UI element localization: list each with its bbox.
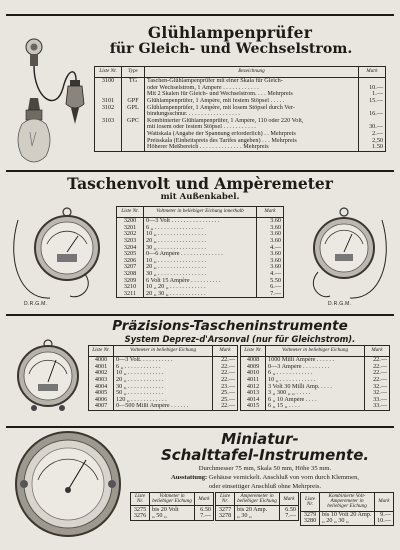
cell-text: 10 „ 20 „ . . . . . . . . . . . . [144, 284, 257, 291]
cell-nr: 4009 [241, 364, 266, 371]
cell-text: 20 „ . . . . . . . . . . . . [114, 377, 213, 384]
cell-type [122, 124, 145, 131]
cell-text: 10 „ . . . . . . . . . . . . . . . . [144, 231, 257, 238]
cell-text: 20 „ . . . . . . . . . . . . . . . . [144, 238, 257, 245]
col-header-mark: Mark [359, 67, 386, 78]
drgm-mark-right: D.R.G.M. [328, 301, 352, 307]
cell-text: 120 „ . . . . . . . . . . . . [114, 397, 213, 404]
table-row [117, 238, 284, 245]
cell-text: 10 „ . . . . . . . . . . . . . . . . [144, 258, 257, 265]
cell-text: bindungsschnur. . . . . . . . . . . . . . . . . . [145, 111, 359, 118]
cell-nr: 3209 [117, 277, 144, 284]
table-row [241, 383, 390, 390]
col-header-mark: Mark [280, 493, 299, 506]
cell-text: 0—3 Volt. . . . . . . . . . . [114, 357, 213, 364]
cell-mark: 4.— [257, 244, 284, 251]
table-row [95, 124, 386, 131]
col-header-nr: Liste Nr. [216, 493, 235, 506]
table-row [95, 98, 386, 105]
section4-title-line1: Miniatur- [221, 430, 299, 448]
cell-nr: 3203 [117, 238, 144, 245]
table-row [241, 377, 390, 384]
cell-mark: 5.50 [257, 277, 284, 284]
cell-mark: 22.— [213, 377, 238, 384]
cell-nr: 4002 [89, 370, 114, 377]
cell-text: Preisskala (Einheitspreis des Tarifes angeben) . . . Mehrpreis [145, 137, 359, 144]
cell-mark: 3.60 [257, 225, 284, 232]
section3-table-right [240, 345, 390, 411]
cell-nr: 3204 [117, 244, 144, 251]
cell-text: bis 10 Volt 20 Amp. [320, 511, 375, 518]
section4-equipment-label: Ausstattung: [170, 474, 208, 481]
cell-mark [359, 118, 386, 125]
cell-text: 6 „ 10 Ampère . . . . [266, 397, 365, 404]
cell-text: 10 „ . . . . . . . . . . . . [266, 377, 365, 384]
table-row [117, 277, 284, 284]
cell-text: 6 „ 15 „ . . . . [266, 403, 365, 410]
cell-mark: 30.— [359, 124, 386, 131]
cell-nr: 4007 [89, 403, 114, 410]
cell-mark: 22.— [213, 403, 238, 410]
cell-mark [359, 78, 386, 85]
cell-mark: 9.— [375, 511, 394, 518]
table-row [117, 251, 284, 258]
section4-table-1 [130, 492, 214, 521]
panel-instrument-illustration [8, 430, 128, 540]
cell-nr: 3205 [117, 251, 144, 258]
cell-nr: 3100 [95, 78, 122, 85]
precision-instrument-illustration [12, 338, 82, 418]
cell-nr [95, 111, 122, 118]
cell-nr: 3210 [117, 284, 144, 291]
section2-table [116, 206, 284, 298]
cell-mark: 3.60 [257, 258, 284, 265]
cell-nr: 4010 [241, 370, 266, 377]
col-header-mark: Mark [213, 346, 238, 357]
cell-text: Wattskala (Angabe der Spannung erforderlich) . . Mehrpreis [145, 131, 359, 138]
cell-nr: 3277 [216, 506, 235, 513]
section4-connection: oder einseitiger Anschluß ohne Mehrpreis. [208, 483, 322, 490]
table-row [95, 91, 386, 98]
table-row [117, 271, 284, 278]
cell-mark: 25.— [213, 390, 238, 397]
table-row [117, 244, 284, 251]
cell-text: Glühlampenprüfer, 1 Ampère, mit losem Stöpsel durch Ver- [145, 104, 359, 111]
cell-nr [95, 144, 122, 151]
cell-text: 6 Volt 15 Ampère . . . . . . . . . . [144, 277, 257, 284]
cell-nr [95, 91, 122, 98]
table-row [95, 104, 386, 111]
col-header-nr: Liste Nr. [117, 207, 144, 218]
table-row [89, 383, 238, 390]
cell-mark: 3.60 [257, 238, 284, 245]
section4-table-3 [300, 492, 394, 526]
col-header-mark: Mark [195, 493, 214, 506]
cell-nr [95, 124, 122, 131]
cell-text: Höherer Meßbereich . . . . . . . . . . . . . . Mehrpreis [145, 144, 359, 151]
cell-mark: 3.60 [257, 231, 284, 238]
cell-mark: 10.— [375, 518, 394, 525]
cell-nr: 3102 [95, 104, 122, 111]
table-row [117, 218, 284, 225]
table-row [117, 231, 284, 238]
cell-nr: 4004 [89, 383, 114, 390]
cell-nr: 3278 [216, 513, 235, 520]
table-row [117, 258, 284, 265]
section2-rule [6, 170, 394, 172]
cell-text: 3 „ 300 „ „ . . . . . [266, 390, 365, 397]
table-row [241, 403, 390, 410]
table-row [241, 370, 390, 377]
cell-text: 30 „ . . . . . . . . . . . . . . . . [144, 244, 257, 251]
cell-mark: 3.60 [257, 251, 284, 258]
table-row [89, 370, 238, 377]
cell-type: GPL [122, 104, 145, 111]
cell-text: Taschen-Glühlampenprüfer mit einer Skala für Gleich- [145, 78, 359, 85]
section4-dimensions: Durchmesser 75 mm, Skala 50 mm, Höhe 35 mm. [198, 465, 332, 472]
cell-nr: 4003 [89, 377, 114, 384]
cell-nr: 3208 [117, 271, 144, 278]
cell-text: Glühlampenprüfer, 1 Ampère, mit festem Stöpsel . . . . . [145, 98, 359, 105]
table-row [241, 364, 390, 371]
cell-mark: 22.— [213, 370, 238, 377]
col-header-nr: Liste Nr. [131, 493, 150, 506]
cell-type [122, 91, 145, 98]
cell-nr: 3202 [117, 231, 144, 238]
cell-nr: 3275 [131, 506, 150, 513]
table-row [241, 397, 390, 404]
section4-equipment [132, 474, 398, 481]
cell-nr: 3280 [301, 518, 320, 525]
cell-mark: 6.50 [280, 506, 299, 513]
cell-mark: 32.— [365, 383, 390, 390]
table-row [95, 111, 386, 118]
cell-text: 30 „ . . . . . . . . . . . . . . . . [144, 271, 257, 278]
cell-mark: 1.50 [359, 144, 386, 151]
cell-text: 0—500 Milli Ampère . . . . . . [114, 403, 213, 410]
cell-mark: 32.— [365, 390, 390, 397]
cell-mark: 3.60 [257, 218, 284, 225]
table-row [89, 397, 238, 404]
cell-nr: 4013 [241, 390, 266, 397]
table-row [89, 390, 238, 397]
col-header-desc: Voltmeter in beliebiger Eichung [114, 346, 213, 357]
table-row [131, 513, 214, 520]
table-row [117, 264, 284, 271]
table-row [117, 225, 284, 232]
cell-text: Mit 2 Skalen für Gleich- und Wechselstrom. . . . Mehrpreis [145, 91, 359, 98]
col-header-desc: Kombinierte Volt-Amperemeter in beliebiger Eichung [320, 493, 375, 512]
pocket-meter-left-illustration [10, 200, 100, 305]
cell-text: oder Wechselstrom, 1 Ampere . . . . . . . . . . . . [145, 85, 359, 92]
cell-nr: 4008 [241, 357, 266, 364]
table-row [89, 377, 238, 384]
cell-nr: 4000 [89, 357, 114, 364]
cell-text: 50 „ . . . . . . . . . . . . [114, 390, 213, 397]
table-row [95, 144, 386, 151]
cell-type [122, 144, 145, 151]
section2-subtitle: mit Außenkabel. [160, 192, 240, 202]
cell-mark: 22.— [365, 364, 390, 371]
pocket-meter-right-illustration [300, 200, 390, 305]
table-row [95, 137, 386, 144]
table-row [117, 284, 284, 291]
cell-text: 30 „ . . . . . . . . . . . . [114, 383, 213, 390]
top-rule [6, 14, 394, 16]
cell-text: 0—3 Ampère . . . . . . . . . [266, 364, 365, 371]
section3-table-left [88, 345, 238, 411]
section1-title-line2: für Gleich- und Wechselstrom. [109, 41, 353, 57]
cell-mark: 4.— [257, 271, 284, 278]
section3-rule [6, 314, 394, 316]
cell-nr: 3200 [117, 218, 144, 225]
cell-nr: 3207 [117, 264, 144, 271]
table-row [117, 291, 284, 298]
cell-text: bis 20 Amp. [235, 506, 280, 513]
cell-text: 0—6 Ampère . . . . . . . . . . . . . . [144, 251, 257, 258]
cell-type [122, 85, 145, 92]
cell-mark: 22.— [365, 370, 390, 377]
table-row [241, 390, 390, 397]
cell-mark: 23.— [213, 383, 238, 390]
table-row [89, 364, 238, 371]
col-header-nr: Liste Nr. [241, 346, 266, 357]
section1-title-line1: Glühlampenprüfer [147, 23, 313, 42]
cell-nr: 4012 [241, 383, 266, 390]
cell-type [122, 137, 145, 144]
cell-text: 6 „ . . . . . . . . . . . . [114, 364, 213, 371]
cell-mark: 7.— [195, 513, 214, 520]
cell-mark: 22.— [213, 364, 238, 371]
cell-nr [95, 137, 122, 144]
cell-text: 3 Volt 30 Milli Amp. . . . . [266, 383, 365, 390]
table-row [216, 506, 299, 513]
cell-nr: 4015 [241, 403, 266, 410]
table-row [216, 513, 299, 520]
cell-text: Kombinierter Glühlampenprüfer, 1 Ampère, 110 oder 220 Volt, [145, 118, 359, 125]
section3-title: Präzisions-Tascheninstrumente [112, 318, 348, 334]
col-header-desc: Voltmeter in beliebiger Eichung [150, 493, 195, 506]
section4-table-2 [215, 492, 299, 521]
table-row [241, 357, 390, 364]
cell-type: GPC [122, 118, 145, 125]
cell-text: 0—3 Volt . . . . . . . . . . . . . . . . [144, 218, 257, 225]
cell-mark: 25.— [213, 397, 238, 404]
cell-mark: 7.— [280, 513, 299, 520]
cell-mark: 16.— [359, 111, 386, 118]
cell-mark: 2,50 [359, 137, 386, 144]
cell-nr: 4014 [241, 397, 266, 404]
table-row [131, 506, 214, 513]
cell-nr [95, 85, 122, 92]
cell-mark: 33.— [365, 397, 390, 404]
table-row [89, 403, 238, 410]
col-header-nr: Liste Nr. [95, 67, 122, 78]
cell-mark: 15.— [359, 98, 386, 105]
col-header-desc: Bezeichnung [145, 67, 359, 78]
col-header-type: Type [122, 67, 145, 78]
cell-nr: 3206 [117, 258, 144, 265]
cell-text: „ 20 „ 30 „ [320, 518, 375, 525]
col-header-mark: Mark [365, 346, 390, 357]
cell-mark: 6.50 [195, 506, 214, 513]
table-row [89, 357, 238, 364]
cell-mark: 2.— [359, 131, 386, 138]
cell-nr: 3101 [95, 98, 122, 105]
cell-nr: 4001 [89, 364, 114, 371]
cell-mark: 7.— [257, 291, 284, 298]
cell-mark: 1.— [359, 91, 386, 98]
section1-table [94, 66, 386, 152]
col-header-nr: Liste Nr. [301, 493, 320, 512]
cell-type: GPF [122, 98, 145, 105]
col-header-mark: Mark [257, 207, 284, 218]
drgm-mark-left: D.R.G.M. [24, 301, 48, 307]
cell-text: 10 „ . . . . . . . . . . . . [114, 370, 213, 377]
section2-title: Taschenvolt und Ampèremeter [67, 174, 333, 193]
section4-equipment-text: Gehäuse vernickelt. Anschluß von vorn durch Klemmen, [208, 474, 360, 481]
section3-subtitle: System Deprez-d'Arsonval (nur für Gleichstrom). [124, 334, 356, 344]
cell-text: „ 30 „ [235, 513, 280, 520]
col-header-desc: Voltmeter in beliebiger Eichung [266, 346, 365, 357]
cell-mark: 10.— [359, 85, 386, 92]
table-row [95, 131, 386, 138]
cell-mark: 22.— [365, 357, 390, 364]
col-header-mark: Mark [375, 493, 394, 512]
cell-mark [359, 104, 386, 111]
cell-nr: 3276 [131, 513, 150, 520]
cell-mark: 33.— [365, 403, 390, 410]
cell-text: 1000 Milli Ampère . . . . . . [266, 357, 365, 364]
cell-mark: 22.— [365, 377, 390, 384]
col-header-desc: Voltmeter in beliebiger Eichung innerhalb [144, 207, 257, 218]
cell-nr: 3201 [117, 225, 144, 232]
cell-text: 6 „ . . . . . . . . . . . . [266, 370, 365, 377]
col-header-desc: Amperemeter in beliebiger Eichung [235, 493, 280, 506]
cell-mark: 6.— [257, 284, 284, 291]
cell-nr: 3103 [95, 118, 122, 125]
cell-mark: 22.— [213, 357, 238, 364]
cell-text: 20 „ 30 „ . . . . . . . . . . . . [144, 291, 257, 298]
col-header-nr: Liste Nr. [89, 346, 114, 357]
table-row [301, 511, 394, 518]
cell-text: bis 20 Volt [150, 506, 195, 513]
cell-mark: 3.60 [257, 264, 284, 271]
cell-text: 20 „ . . . . . . . . . . . . . . . . [144, 264, 257, 271]
table-row [95, 118, 386, 125]
table-row [95, 85, 386, 92]
cell-text: 6 „ . . . . . . . . . . . . . . . . [144, 225, 257, 232]
cell-type [122, 111, 145, 118]
cell-nr: 3279 [301, 511, 320, 518]
cell-nr: 4011 [241, 377, 266, 384]
table-row [95, 78, 386, 85]
table-row [301, 518, 394, 525]
cell-text: „ 50 „ [150, 513, 195, 520]
cell-nr: 4006 [89, 397, 114, 404]
cell-type [122, 131, 145, 138]
cell-type: TG [122, 78, 145, 85]
cell-nr: 4005 [89, 390, 114, 397]
section4-rule [6, 426, 394, 428]
cell-text: mit losem oder festem Stöpsel . . . . . . . . . . . [145, 124, 359, 131]
section4-title-line2: Schalttafel-Instrumente. [160, 446, 370, 464]
cell-nr: 3211 [117, 291, 144, 298]
cell-nr [95, 131, 122, 138]
